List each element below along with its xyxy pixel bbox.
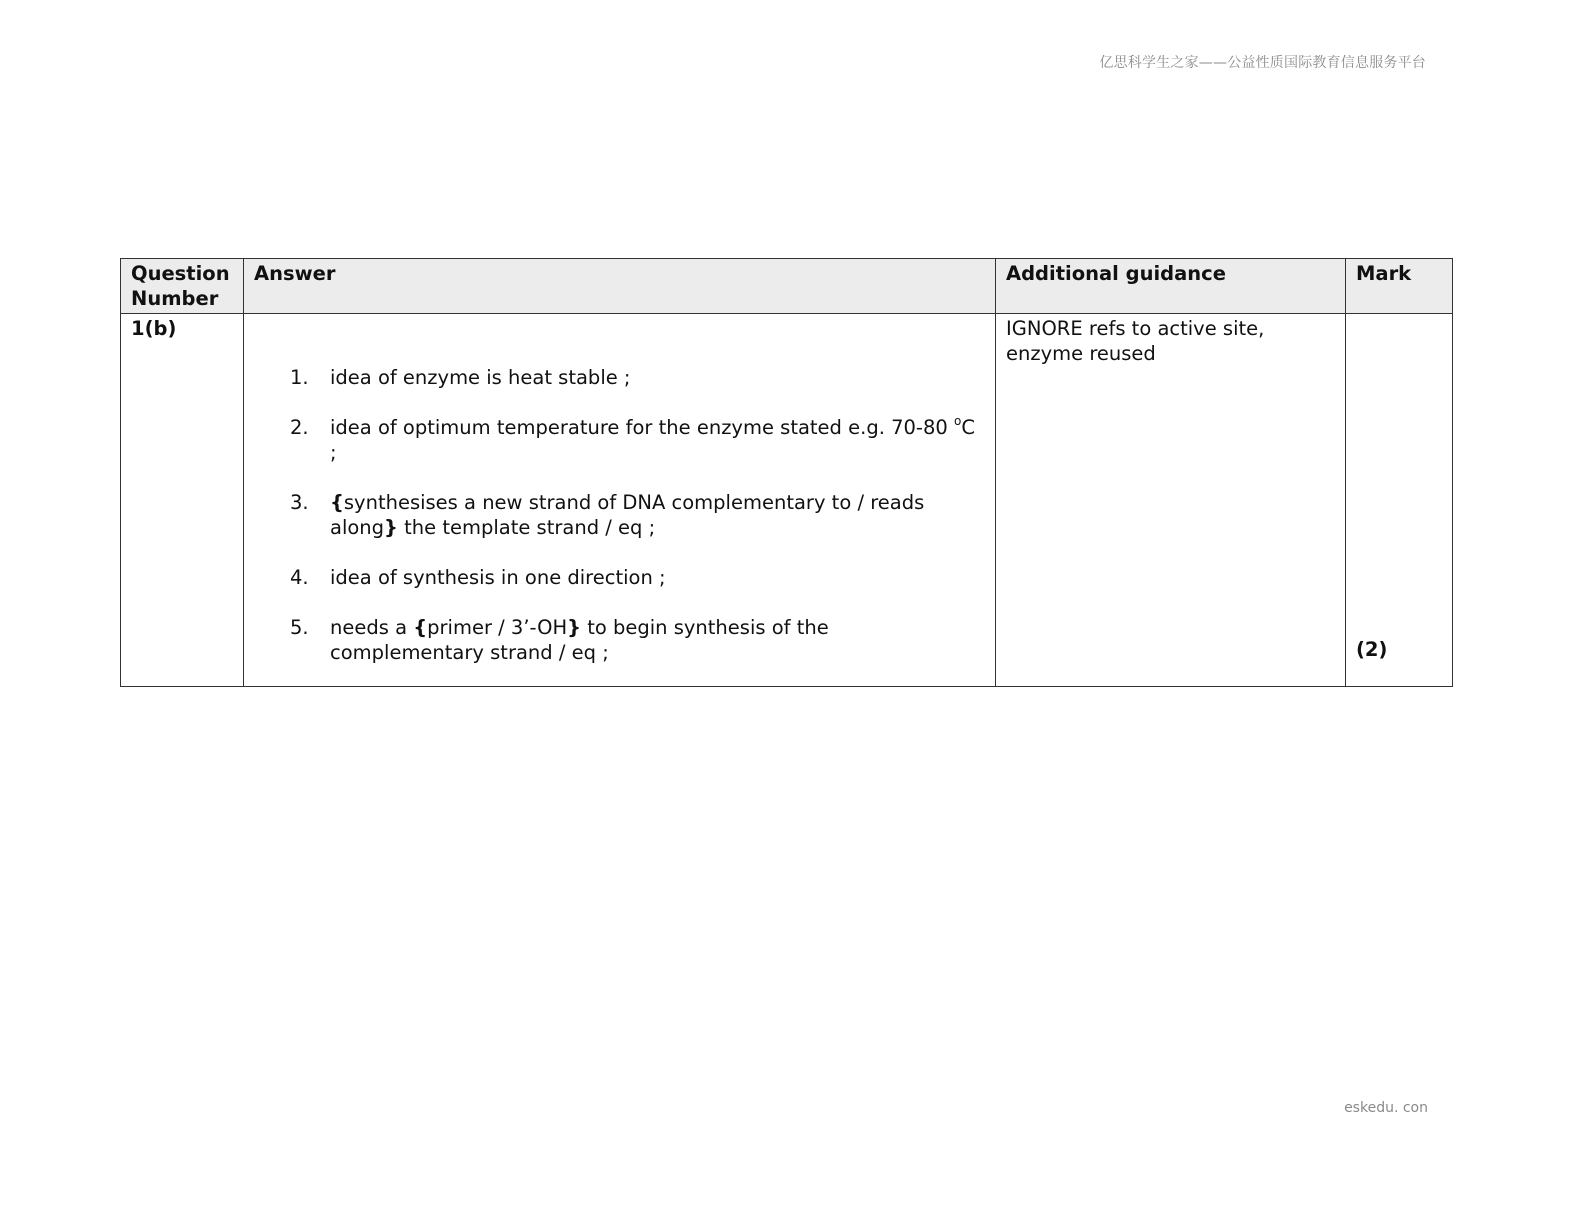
table-row — [121, 314, 1453, 687]
header-answer: Answer — [244, 259, 996, 314]
mark-cell — [1346, 314, 1453, 687]
answer-text-part: primer / 3’-OH — [427, 616, 568, 639]
answer-cell — [244, 314, 996, 687]
answer-list — [254, 365, 985, 665]
answer-number: 4. — [290, 566, 309, 589]
additional-guidance-cell: IGNORE refs to active site, enzyme reused — [996, 314, 1346, 687]
answer-text — [330, 366, 631, 389]
list-item — [290, 490, 975, 540]
header-question-number: Question Number — [121, 259, 244, 314]
brace: } — [567, 616, 582, 639]
answer-number: 3. — [290, 491, 309, 514]
answer-text — [330, 416, 975, 464]
answer-text-part: to begin synthesis of the complementary strand / eq ; — [330, 616, 829, 664]
mark-scheme-table — [120, 258, 1453, 687]
list-item — [290, 365, 975, 390]
brace: } — [384, 516, 398, 539]
answer-text — [330, 616, 829, 664]
answer-text-part: the template strand / eq ; — [397, 516, 656, 539]
header-additional-guidance: Additional guidance — [996, 259, 1346, 314]
answer-number: 1. — [290, 366, 309, 389]
brace: { — [330, 491, 344, 514]
answer-text — [330, 491, 924, 539]
list-item — [290, 565, 975, 590]
answer-number: 5. — [290, 616, 309, 639]
list-item — [290, 415, 975, 465]
list-item — [290, 615, 975, 665]
question-number-cell: 1(b) — [121, 314, 244, 687]
footer-watermark: eskedu. con — [1344, 1100, 1428, 1116]
brace: { — [413, 616, 428, 639]
header-watermark: 亿思科学生之家——公益性质国际教育信息服务平台 — [1099, 55, 1426, 71]
answer-text-part: idea of enzyme is heat stable ; — [330, 366, 631, 389]
answer-text-part: needs a — [330, 616, 414, 639]
answer-text — [330, 566, 666, 589]
answer-text-part: C ; — [330, 416, 975, 464]
mark-value: (2) — [1356, 638, 1388, 661]
answer-text-part: idea of synthesis in one direction ; — [330, 566, 666, 589]
answer-number: 2. — [290, 416, 309, 439]
answer-text-part: synthesises a new strand of DNA complementary to / reads along — [330, 491, 925, 539]
header-mark: Mark — [1346, 259, 1453, 314]
table-header-row — [121, 259, 1453, 314]
answer-text-part: idea of optimum temperature for the enzyme stated e.g. 70-80 — [330, 416, 954, 439]
degree-superscript: o — [953, 414, 962, 428]
